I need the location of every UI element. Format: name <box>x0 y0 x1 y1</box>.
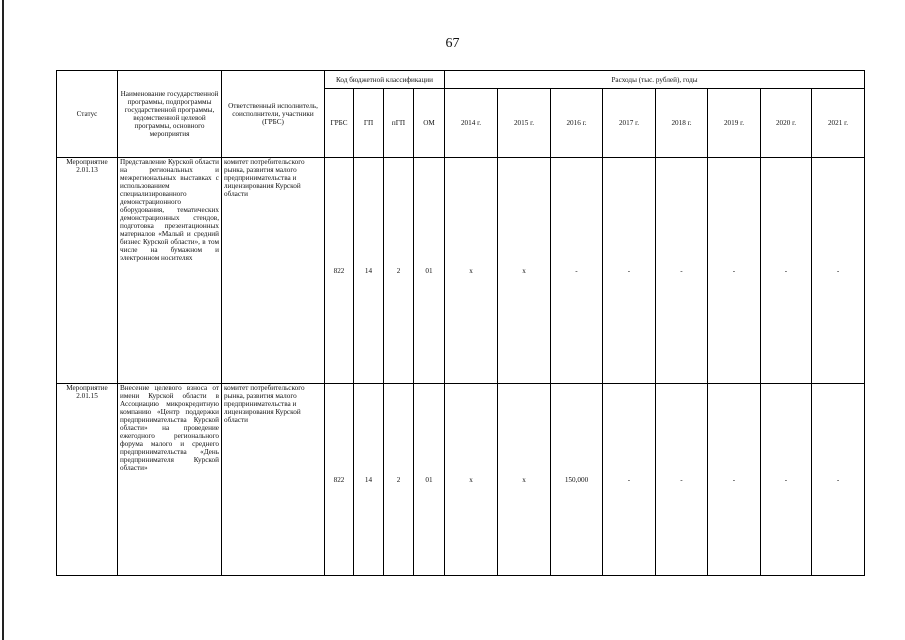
code-om: 01 <box>414 384 445 576</box>
year-value: - <box>551 158 603 384</box>
table-row <box>57 384 865 576</box>
year-value: - <box>812 384 865 576</box>
header-year: 2014 г. <box>445 89 498 158</box>
code-grbs: 822 <box>325 384 354 576</box>
code-pgp: 2 <box>384 384 414 576</box>
header-expenses: Расходы (тыс. рублей), годы <box>445 71 865 89</box>
year-value: - <box>603 384 656 576</box>
year-value: - <box>603 158 656 384</box>
row-status: Мероприятие 2.01.15 <box>57 384 118 576</box>
row-executor: комитет потребительского рынка, развития малого предпринимательства и лицензирования Курской области <box>222 158 325 384</box>
header-year: 2018 г. <box>656 89 708 158</box>
page-number: 67 <box>445 36 460 51</box>
year-value: x <box>498 158 551 384</box>
row-name: Внесение целевого взноса от имени Курской области в Ассоциацию микрокредитную компанию «Центр поддержки предпринимательства Курской области» на проведение ежегодного регионального форума малого и среднего предпринимательства «День предпринимателя Курской области» <box>118 384 222 576</box>
header-year: 2016 г. <box>551 89 603 158</box>
code-gp: 14 <box>354 384 384 576</box>
year-value: - <box>761 158 812 384</box>
year-value: - <box>656 158 708 384</box>
row-name: Представление Курской области на региональных и межрегиональных выставках с использованием специализированного демонстрационного оборудования, тематических демонстрационных стендов, подготовка презентационных материалов «Малый и средний бизнес Курской области», в том числе на бумажном и электронном носителях <box>118 158 222 384</box>
header-year: 2017 г. <box>603 89 656 158</box>
year-value: - <box>656 384 708 576</box>
year-value: x <box>445 384 498 576</box>
code-om: 01 <box>414 158 445 384</box>
row-status: Мероприятие 2.01.13 <box>57 158 118 384</box>
header-year: 2015 г. <box>498 89 551 158</box>
year-value: - <box>812 158 865 384</box>
year-value: - <box>761 384 812 576</box>
year-value: - <box>708 158 761 384</box>
header-executor: Ответственный исполнитель, соисполнители, участники (ГРБС) <box>222 71 325 158</box>
code-gp: 14 <box>354 158 384 384</box>
header-code-pgp: пГП <box>384 89 414 158</box>
header-year: 2020 г. <box>761 89 812 158</box>
header-code-gp: ГП <box>354 89 384 158</box>
year-value: x <box>498 384 551 576</box>
left-margin-rule <box>2 0 4 640</box>
header-year: 2021 г. <box>812 89 865 158</box>
header-code-om: ОМ <box>414 89 445 158</box>
header-name: Наименование государственной программы, подпрограммы государственной программы, ведомственной целевой программы, основного мероприятия <box>118 71 222 158</box>
budget-table <box>56 70 865 576</box>
row-executor: комитет потребительского рынка, развития малого предпринимательства и лицензирования Курской области <box>222 384 325 576</box>
header-status: Статус <box>57 71 118 158</box>
table-row <box>57 158 865 384</box>
year-value: x <box>445 158 498 384</box>
header-code-grbs: ГРБС <box>325 89 354 158</box>
year-value: - <box>708 384 761 576</box>
year-value: 150,000 <box>551 384 603 576</box>
header-budget-code: Код бюджетной классификации <box>325 71 445 89</box>
header-year: 2019 г. <box>708 89 761 158</box>
code-pgp: 2 <box>384 158 414 384</box>
code-grbs: 822 <box>325 158 354 384</box>
